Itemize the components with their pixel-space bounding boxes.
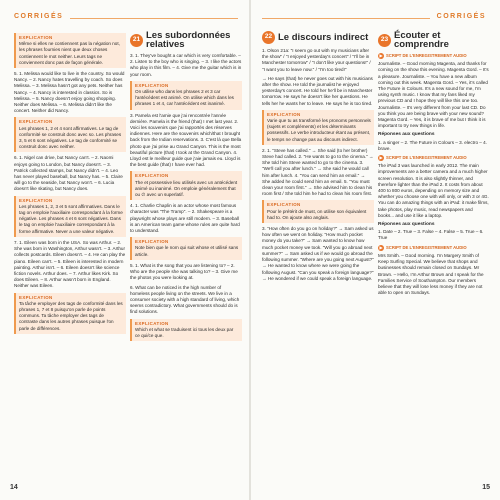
section-title: Les subordonnées relatives: [146, 30, 231, 50]
answers-heading: Réponses aux questions: [378, 132, 435, 138]
answer-paragraph: Journaliste. – Good morning Magenta, and thanks for coming on the show this evening. Magenta Gord. – It's a pleasure. Journaliste. – You have a new album coming out this week. Magenta Gord. – Yes, it's called The Future in Colours. It's a new sound for me, I'm using synth music. I know that my fans liked my previous CD and I hope they will like this one too. Journaliste. – It's very different from your last CD. Do you think you are being brave with your new sound? Magenta Gord. – Yes, it is brave of me but I think it is important to try new things in life.: [378, 61, 489, 129]
explanation-text: Pour le prétérit de must, on utilise son équivalent had to. On ajoute also anglais.: [267, 208, 367, 220]
running-head-left: [14, 13, 238, 25]
explanation-box: [14, 196, 126, 237]
answer-paragraph: 3. "How often do you go on holiday?" → Sam asked us how often we went on holiday. "How much pocket money do you take?" → Sam wanted to know how much pocket money we took. "Will you go abroad next summer?" → Sam asked us if we would go abroad the following summer. "Where are you going next August?" → He wanted to know where we were going the following August. "Can you speak a foreign language?" → He wondered if we could speak a foreign language.: [262, 226, 374, 281]
explanation-title: EXPLICATION: [19, 197, 53, 203]
explanation-box: [14, 117, 126, 152]
explanation-box: [14, 293, 126, 334]
answer-paragraph: 1. Date – 2. True – 3. False – 4. False – 5. True – 6. True: [378, 229, 484, 241]
explanation-box: [14, 33, 126, 68]
answer-paragraph: 3. Pamela est l'amie que j'ai rencontrée l'année dernière. Pamela is the friend (that) I met last year. 2. Voici les souvenirs que j'ai rapportés des réserves indiennes. Here are the souvenirs which/that I brought back from the Indian reservations. 3. C'est là que Bella photo que j'ai prise au Grand Canyon. This is the most beautiful picture (that) I took at the Grand Canyon. 4. Lloyd est le meilleur guide que j'aie jamais eu. Lloyd is the best guide (that) I have ever had.: [130, 112, 242, 168]
play-icon: ▶: [379, 244, 383, 250]
answer-paragraph: 3. 1. They've bought a car which is very comfortable. – 2. Listen to the boy who is singing. – 3. I like the actors who play in this film. – 4. Give me the guitar which is in your room.: [130, 53, 242, 77]
right-page: [250, 0, 500, 500]
page-number-right: 15: [482, 484, 490, 491]
explanation-title: EXPLICATION: [135, 173, 169, 179]
explanation-box: [130, 81, 242, 110]
answer-paragraph: 7. 1. Eileen was born in the USA. So was Arthur. – 2. She was born in Washington, Arthur wasn't. – 3. Arthur collects postcards. Eileen doesn't. – 4. He can play the piano. Eileen can't. – 5. Eileen is interested in modern painting. Arthur isn't. – 6. Eileen doesn't like science fiction novels. Arthur does. – 7. Arthur likes Kirk. So does Eileen. – 8. Arthur wasn't born in England. Neither was Eileen.: [14, 239, 126, 289]
audio-script-heading: [378, 155, 490, 161]
answer-paragraph: 6. 1. Nigel can drive, but Nancy can't. – 2. Naomi enjoys going to London, but Nancy doesn't. – 3. Patrick collected stamps, but Nancy didn't. – 4. Leo has never played baseball, but Nancy has. – 5. Claire will go to the seaside, but Nancy won't. – 6. Lucia doesn't like skating, but Nancy does.: [14, 155, 123, 192]
explanation-text: Les phrases 1, 2 et 4 sont affirmatives. Le tag de conformité se construit donc avec so. Les phrases 3, 5 et 6 sont négatives. Le tag de conformité se construit donc avec neither.: [19, 125, 122, 150]
section-title: Le discours indirect: [278, 32, 369, 43]
right-column-1: [262, 30, 374, 285]
running-head-rule: [262, 18, 430, 19]
explanation-text: Varie que tu as transformé les pronoms personnels (sujets et compléments) et les déterminants possessifs. Le verbe introducteur étant au présent, le temps ne change pas au discours indirect.: [267, 118, 371, 142]
explanation-text: Which et what se traduisent ici tous les deux par ce qui/ce que.: [135, 326, 234, 338]
answer-paragraph: 1. Olson 21a: "I seem go out with my musicians after the show" / "I enjoyed yesterday's concert" / "I'll be in Manchester tomorrow" / "I don't like your questions!" / "I want you to leave now." / "I'm too tired!": [262, 48, 371, 72]
audio-script-label: SCRIPT DE L'ENREGISTREMENT AUDIO: [386, 155, 467, 161]
left-column-2: [130, 30, 242, 344]
play-icon: ▶: [379, 155, 383, 161]
explanation-text: Ta tâche employer des tags de conformité dans les phrases 1, 7 et 8 puisqu'on parle de points communs. Ta tâche employer des tags de contraste dans les autres phrases puisque l'on parle de différences.: [19, 300, 123, 331]
answer-paragraph: 4. 1. Charlie Chaplin is an actor whose most famous character was "The Tramp". – 2. Shakespeare is a playwright whose plays are still modern. – 3. Baseball is an American team game whose rules are quite hard to understand.: [130, 203, 240, 234]
section-heading: [262, 31, 374, 44]
answer-paragraph: 5. 1. What is the song that you are listening to? – 2. Who are the people she was talking to? – 3. Give me the photos you were looking at.: [130, 262, 238, 281]
explanation-text: On utilise who dans les phrases 2 et 3 car l'antécédent est animé. On utilise which dans les phrases 1 et 4, car l'antécédent est inanimé.: [135, 89, 234, 107]
answer-paragraph: Mrs Smith. – Good morning. I'm Margery Smith of Keep Surfing Special. We believe that shops and businesses should remain closed on Sundays. Mr Brown. – Hello, I'm Arthur Brown and I speak for the Families Service of Southampton. Our members believe that they will lose less money if they are not able to open on Sundays.: [378, 252, 484, 296]
explanation-title: EXPLICATION: [19, 294, 53, 300]
answer-paragraph: 6. What can be noticed is the high number of homeless people living on the streets. We live in a consumer society with a high standard of living, which seems contradictory. What governments should do is find solutions.: [130, 284, 240, 315]
running-head-rule: [70, 18, 238, 19]
answer-paragraph: 1. a singer – 2. The Future in Colours – 3. electro – 4. brave.: [378, 139, 487, 151]
section-number-badge: 22: [262, 31, 275, 44]
page-number-left: 14: [10, 484, 18, 491]
explanation-text: Les phrases 1, 2, 3 et 5 sont affirmatives. Dans le tag on emploie l'auxiliaire correspondant à la forme négative. Les phrases 4 et 6 sont négatives. Dans le tag on emploie l'auxiliaire correspondant à la forme affirmative. Never a une valeur négative.: [19, 203, 123, 234]
audio-script-heading: [378, 53, 490, 59]
explanation-title: EXPLICATION: [135, 239, 169, 245]
section-title: Écouter et comprendre: [394, 30, 449, 50]
running-head-right: [262, 13, 486, 25]
audio-script-label: SCRIPT DE L'ENREGISTREMENT AUDIO: [386, 244, 467, 250]
section-number-badge: 23: [378, 34, 391, 47]
right-column-2: [378, 30, 490, 299]
explanation-title: EXPLICATION: [267, 111, 301, 117]
explanation-box: [262, 110, 374, 145]
running-head-label: CORRIGÉS: [436, 13, 486, 20]
answer-paragraph: → He says (that) he never goes out with his musicians after the show. He told the journalist he enjoyed yesterday's concert. He told her he'll be in Manchester tomorrow. He says he doesn't like her questions. He tells her he wants her to leave. He says he is too tired.: [262, 75, 373, 106]
audio-script-label: SCRIPT DE L'ENREGISTREMENT AUDIO: [386, 53, 467, 58]
explanation-box: [130, 237, 242, 260]
explanation-title: EXPLICATION: [135, 82, 169, 88]
explanation-box: [130, 171, 242, 200]
explanation-title: EXPLICATION: [19, 35, 53, 40]
audio-script-heading: [378, 245, 490, 251]
explanation-text: The et possessive lieu utilisés avec un antécédent animé ou inanimé. On emploie généralement that ou ∅ avec un superlatif.: [135, 179, 238, 198]
explanation-title: EXPLICATION: [135, 320, 169, 326]
section-heading: [130, 31, 242, 49]
section-heading: [378, 31, 490, 49]
left-column-1: [14, 30, 126, 337]
answers-heading: Réponses aux questions: [378, 222, 435, 228]
play-icon: ▶: [379, 53, 383, 58]
explanation-box: [130, 319, 242, 342]
explanation-title: EXPLICATION: [267, 202, 301, 208]
answer-paragraph: 5. 1. Melissa would like to live in the country. So would Nancy. – 2. Nancy hates travelling by coach. So does Melissa. – 3. Melissa hasn't got any pets. Neither has Nancy. – 4. Nancy is interested in classics. So is Melissa. – 5. Nancy doesn't enjoy going shopping. Neither does Melissa. – 6. Melissa didn't like the concert. Neither did Nancy.: [14, 71, 125, 114]
answer-paragraph: 2. 1. "Steve has called." → She said (to her brother) Steve had called. 2. "He wants to go to the cinema." → She told him Steve wanted to go to the cinema. 3. "We'll call you after lunch." → She said he would call him after lunch. 4. "You can send him an email." → She added he could send him an email. 5. "You must clean your room first." → She advised him to clean his room first / She told him he had to clean his room first.: [262, 147, 374, 197]
explanation-text: Même si elles ne contiennent pas la négation not, les phrases fournies nient que deux choses contiennent le mot neither. Leurs tags ne conviennent donc pas de façon générale.: [19, 41, 120, 65]
running-head-label: CORRIGÉS: [14, 13, 64, 20]
explanation-text: Note bien que le nom qui suit whose et utilisé sans article.: [135, 245, 239, 257]
answer-paragraph: The iPad 3 was launched in early 2012. The main improvements are a better camera and a much higher screen resolution. It is also slightly thinner, and therefore lighter than the iPad 2. It costs from about 400 to 800 euros, depending on memory size and whether you choose one with wifi only, or with 3 or 4G. You can do amazing things with an iPad: it make films, take photos, play music, read newspapers and books... and use it like a laptop.: [378, 163, 489, 218]
section-number-badge: 21: [130, 34, 143, 47]
explanation-title: EXPLICATION: [19, 119, 53, 125]
explanation-box: [262, 200, 374, 223]
